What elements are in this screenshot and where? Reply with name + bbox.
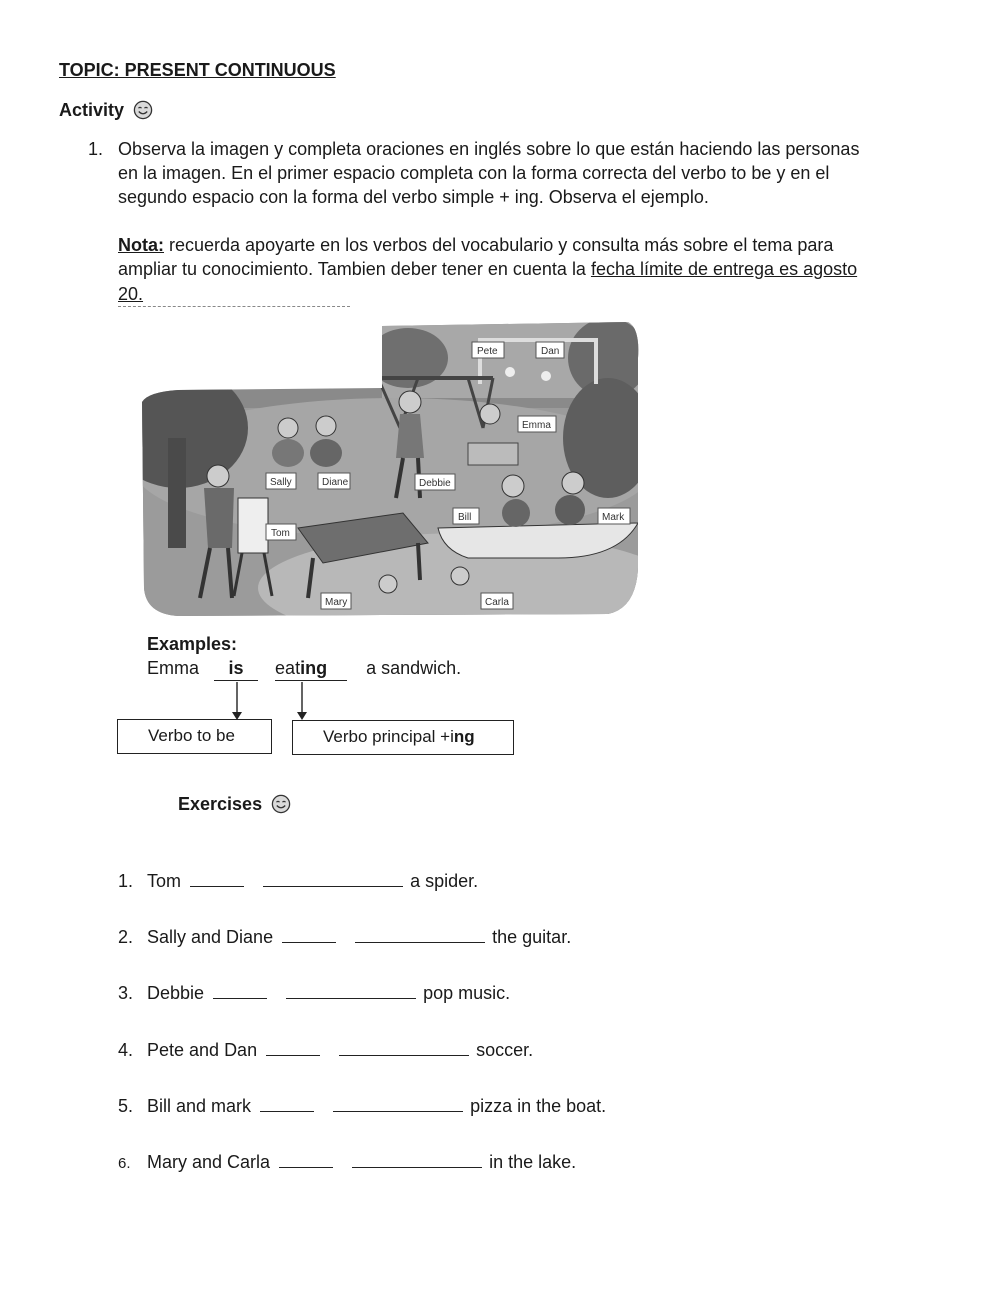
example-verb-ing: ing xyxy=(300,658,328,678)
exercise-item xyxy=(118,1037,533,1062)
page-title: TOPIC: PRESENT CONTINUOUS xyxy=(59,60,336,80)
exercises-heading xyxy=(178,792,291,816)
to-be-blank[interactable] xyxy=(279,1149,333,1168)
note-line xyxy=(118,233,833,257)
park-illustration xyxy=(138,318,650,620)
to-be-blank[interactable] xyxy=(260,1093,314,1112)
exercise-number: 1. xyxy=(118,871,134,891)
verb-blank[interactable] xyxy=(286,980,416,999)
verb-blank[interactable] xyxy=(333,1093,463,1112)
verb-box-bold: ng xyxy=(453,727,475,746)
deadline-text: 20. xyxy=(118,284,144,304)
example-to-be: is xyxy=(214,656,258,681)
instruction-number: 1. xyxy=(88,139,104,159)
label-diane: Diane xyxy=(322,477,349,488)
exercise-number: 4. xyxy=(118,1040,134,1060)
exercise-item xyxy=(118,1093,606,1118)
example-rest: a sandwich. xyxy=(366,658,462,678)
to-be-blank[interactable] xyxy=(190,868,244,887)
label-emma: Emma xyxy=(522,420,551,431)
exercise-rest: the guitar. xyxy=(492,927,572,947)
verb-ing-box xyxy=(292,720,514,755)
label-mark: Mark xyxy=(602,512,625,523)
instruction-line: segundo espacio con la forma del verbo simple + ing. Observa el ejemplo. xyxy=(118,187,709,207)
exercise-subject: Debbie xyxy=(147,983,205,1003)
to-be-blank[interactable] xyxy=(213,980,267,999)
label-bill: Bill xyxy=(458,512,472,523)
exercise-number: 6. xyxy=(118,1155,131,1172)
exercise-item xyxy=(118,868,478,893)
example-arrows xyxy=(228,682,318,722)
label-sally: Sally xyxy=(270,477,292,488)
to-be-box: Verbo to be xyxy=(117,719,272,754)
label-debbie: Debbie xyxy=(419,478,451,489)
exercise-rest: soccer. xyxy=(476,1040,534,1060)
smiley-icon xyxy=(133,100,153,120)
examples-heading: Examples: xyxy=(147,634,238,654)
label-carla: Carla xyxy=(485,597,509,608)
exercise-subject: Sally and Diane xyxy=(147,927,274,947)
verb-blank[interactable] xyxy=(355,924,485,943)
to-be-blank[interactable] xyxy=(266,1037,320,1056)
exercise-number: 5. xyxy=(118,1096,134,1116)
label-dan: Dan xyxy=(541,346,560,357)
verb-blank[interactable] xyxy=(352,1149,482,1168)
exercise-subject: Tom xyxy=(147,871,182,891)
exercise-number: 3. xyxy=(118,983,134,1003)
label-pete: Pete xyxy=(477,346,498,357)
divider xyxy=(118,306,350,307)
example-verb xyxy=(275,656,347,681)
note-line xyxy=(118,257,857,281)
exercise-rest: pop music. xyxy=(423,983,511,1003)
deadline-text: fecha límite de entrega es agosto xyxy=(590,259,858,279)
exercise-rest: pizza in the boat. xyxy=(470,1096,607,1116)
verb-blank[interactable] xyxy=(339,1037,469,1056)
exercise-subject: Mary and Carla xyxy=(147,1152,271,1172)
instruction-line: Observa la imagen y completa oraciones en inglés sobre lo que están haciendo las personas xyxy=(118,139,860,159)
note-label: Nota: xyxy=(118,235,164,255)
exercise-rest: in the lake. xyxy=(489,1152,577,1172)
instruction-line: en la imagen. En el primer espacio completa con la forma correcta del verbo to be y en el xyxy=(118,163,830,183)
example-subject: Emma xyxy=(147,658,200,678)
exercise-number: 2. xyxy=(118,927,134,947)
to-be-blank[interactable] xyxy=(282,924,336,943)
label-tom: Tom xyxy=(271,528,290,539)
exercise-subject: Pete and Dan xyxy=(147,1040,258,1060)
example-verb-stem: eat xyxy=(275,658,301,678)
smiley-icon xyxy=(271,794,291,814)
verb-box-text: Verbo principal +i xyxy=(323,727,454,746)
exercise-rest: a spider. xyxy=(410,871,479,891)
activity-label: Activity xyxy=(59,100,125,120)
exercise-item xyxy=(118,1149,576,1176)
example-sentence xyxy=(147,656,461,681)
verb-blank[interactable] xyxy=(263,868,403,887)
label-mary: Mary xyxy=(325,597,348,608)
exercise-item xyxy=(118,980,510,1005)
activity-heading xyxy=(59,98,153,122)
note-text: recuerda apoyarte en los verbos del vocabulario y consulta más sobre el tema para xyxy=(164,235,834,255)
exercise-subject: Bill and mark xyxy=(147,1096,252,1116)
exercises-label: Exercises xyxy=(178,794,263,814)
exercise-item xyxy=(118,924,571,949)
note-text: ampliar tu conocimiento. Tambien deber tener en cuenta la xyxy=(118,259,591,279)
